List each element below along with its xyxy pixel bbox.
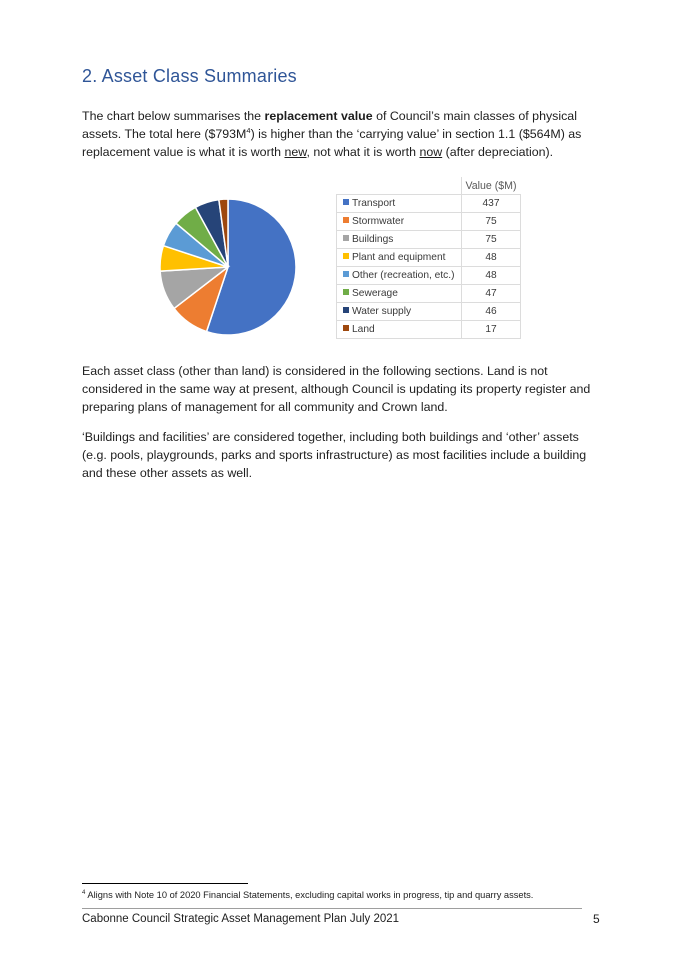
asset-value-cell: 17 [462,321,521,339]
legend-entry [337,321,462,339]
legend-label: Plant and equipment [352,252,446,263]
footer-separator [82,908,582,909]
asset-value-cell: 75 [462,231,521,249]
legend-label: Water supply [352,306,412,317]
replacement-value-bold: replacement value [264,109,373,123]
intro-text-2: of Council’s main classes of physical assets. The total here ($793M [82,109,577,141]
value-column-header: Value ($M) [462,177,521,195]
asset-value-table [336,177,521,339]
legend-entry [337,213,462,231]
legend-label: Buildings [352,234,394,245]
table-row [337,303,521,321]
underlined-now: now [419,145,443,159]
legend-entry [337,267,462,285]
footnote-marker: 4 [82,890,86,896]
legend-label: Sewerage [352,288,398,299]
legend-label: Land [352,324,375,335]
legend-swatch [343,325,349,331]
intro-paragraph [82,107,602,161]
table-row [337,321,521,339]
page-number: 5 [593,912,600,926]
legend-swatch [343,199,349,205]
table-row [337,231,521,249]
table-row [337,249,521,267]
legend-swatch [343,307,349,313]
footnote [82,890,533,900]
legend-swatch [343,289,349,295]
legend-label: Stormwater [352,216,405,227]
footnote-ref[interactable]: 4 [246,125,251,135]
asset-class-paragraph: Each asset class (other than land) is considered in the following sections. Land is not considered in the same way at present, although Council is updating its property register and preparing plans of management for all community and Crown land. [82,364,591,414]
legend-entry [337,303,462,321]
asset-value-cell: 437 [462,195,521,213]
table-row [337,285,521,303]
legend-swatch [343,271,349,277]
legend-swatch [343,217,349,223]
legend-swatch [343,235,349,241]
legend-entry [337,195,462,213]
table-header-row [337,177,521,195]
asset-value-cell: 47 [462,285,521,303]
intro-text-3: ) is higher than the ‘carrying value’ in section 1.1 ($564M) as replacement value is what it is worth [82,127,582,159]
asset-value-cell: 46 [462,303,521,321]
buildings-paragraph: ‘Buildings and facilities’ are considered together, including both buildings and ‘other’ assets (e.g. pools, playgrounds, parks and sports infrastructure) as most facilities include a building and these other assets as well. [82,430,587,480]
section-heading: 2. Asset Class Summaries [82,66,297,86]
table-row [337,195,521,213]
footer-title: Cabonne Council Strategic Asset Management Plan July 2021 [82,913,400,925]
asset-value-cell: 75 [462,213,521,231]
underlined-new: new [284,145,307,159]
table-row [337,267,521,285]
footnote-text: Aligns with Note 10 of 2020 Financial Statements, excluding capital works in progress, tip and quarry assets. [85,890,534,901]
legend-entry [337,249,462,267]
footnote-separator [82,883,248,884]
legend-entry [337,231,462,249]
asset-pie-chart [157,196,299,338]
legend-entry [337,285,462,303]
legend-label: Other (recreation, etc.) [352,270,455,281]
intro-text-5: (after depreciation). [442,145,554,159]
legend-swatch [343,253,349,259]
table-header-blank [337,177,462,195]
table-row [337,213,521,231]
asset-value-cell: 48 [462,267,521,285]
asset-value-cell: 48 [462,249,521,267]
intro-text-4: , not what it is worth [306,145,420,159]
legend-label: Transport [352,198,396,209]
intro-text-1: The chart below summarises the [82,109,265,123]
